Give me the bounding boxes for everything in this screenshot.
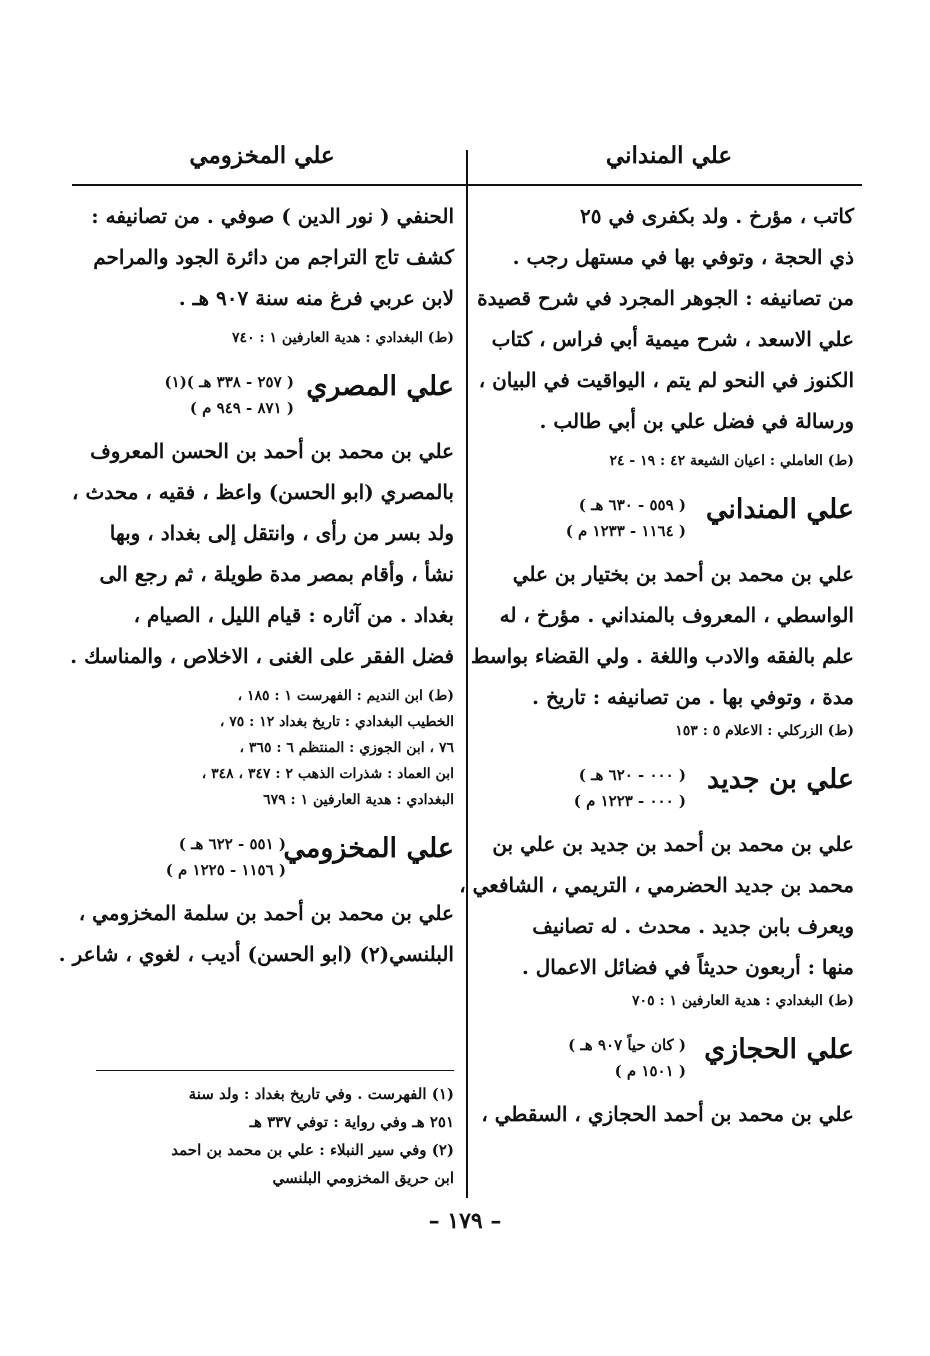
entry-name: علي المنداني	[705, 494, 854, 525]
entry-al-mandani	[470, 492, 854, 744]
body-line: الكنوز في النحو لم يتم ، اليواقيت في البيان ،	[478, 368, 854, 392]
footnote-line: (٢) وفي سير النبلاء : علي بن محمد بن احمد	[171, 1141, 454, 1159]
dates-gregorian: ( ١١٥٦ - ١٢٢٥ م )	[165, 861, 286, 879]
body-line: لابن عربي فرغ منه سنة ٩٠٧ هـ .	[178, 286, 454, 310]
continued-entry	[477, 196, 854, 474]
entry-al-makhzumi	[58, 831, 454, 975]
body-line: الواسطي ، المعروف بالمنداني . مؤرخ ، له	[499, 603, 854, 627]
body-line: علي بن محمد بن أحمد بن جديد بن علي بن	[492, 832, 854, 856]
entry-name: علي بن جديد	[707, 764, 854, 795]
footnote-rule	[96, 1070, 454, 1071]
page-number: – ١٧٩ –	[428, 1208, 502, 1234]
reference-line: البغدادي : هدية العارفين ١ : ٦٧٩	[263, 792, 454, 808]
reference-line: (ط) العاملي : اعيان الشيعة ٤٢ : ١٩ - ٢٤	[609, 453, 854, 469]
body-line: منها : أربعون حديثاً في فضائل الاعمال .	[521, 955, 854, 979]
footnotes	[92, 1080, 454, 1192]
body-line: بالمصري (ابو الحسن) واعظ ، فقيه ، محدث ،	[72, 480, 454, 504]
running-header-right: علي المنداني	[605, 142, 733, 169]
body-line: بغداد . من آثاره : قيام الليل ، الصيام ،	[133, 603, 454, 627]
body-line: البلنسي(٢) (ابو الحسن) أديب ، لغوي ، شاعر .	[58, 942, 454, 966]
body-line: كشف تاج التراجم من دائرة الجود والمراحم	[93, 245, 454, 269]
reference-line: (ط) البغدادي : هدية العارفين ١ : ٧٠٥	[632, 993, 854, 1009]
dates-gregorian: ( ٠٠٠ - ١٢٢٣ م )	[573, 792, 686, 810]
entry-heading	[92, 831, 454, 889]
running-header-left: علي المخزومي	[189, 142, 335, 169]
body-line: محمد بن جديد الحضرمي ، التريمي ، الشافعي ،	[459, 873, 854, 897]
dates-hijri: ( ٥٥٩ - ٦٣٠ هـ )	[578, 496, 686, 514]
dates-hijri: ( ٥٥١ - ٦٢٢ هـ )	[178, 835, 286, 853]
body-line: علي بن محمد بن أحمد بن الحسن المعروف	[90, 439, 454, 463]
body-line: الحنفي ( نور الدين ) صوفي . من تصانيفه :	[91, 204, 454, 228]
entry-heading	[482, 762, 854, 820]
continued-entry	[92, 196, 454, 351]
body-line: علي بن محمد بن أحمد بن بختيار بن علي	[512, 562, 854, 586]
body-line: ويعرف بابن جديد . محدث . له تصانيف	[532, 914, 854, 938]
dates-gregorian: ( ١١٦٤ - ١٢٣٣ م )	[565, 522, 686, 540]
body-line: ورسالة في فضل علي بن أبي طالب .	[539, 409, 854, 433]
reference-line: ابن العماد : شذرات الذهب ٢ : ٣٤٧ ، ٣٤٨ ،	[201, 766, 454, 782]
body-line: نشأ ، وأقام بمصر مدة طويلة ، ثم رجع الى	[99, 562, 454, 586]
entry-dates	[574, 762, 686, 814]
body-line: ذي الحجة ، وتوفي بها في مستهل رجب .	[512, 245, 854, 269]
footnote-line: (١) الفهرست . وفي تاريخ بغداد : ولد سنة	[188, 1085, 454, 1103]
right-column	[459, 196, 854, 1135]
entry-dates	[566, 492, 686, 544]
body-line: علم بالفقه والادب واللغة . ولي القضاء بواسط	[470, 644, 854, 668]
entry-ibn-jadid	[459, 762, 854, 1014]
dates-hijri: ( كان حياً ٩٠٧ هـ )	[568, 1036, 686, 1054]
body-line: علي بن محمد بن أحمد الحجازي ، السقطي ،	[481, 1102, 854, 1126]
footnote-line: ٢٥١ هـ وفي رواية : توفي ٣٣٧ هـ	[249, 1113, 454, 1131]
entry-name: علي المخزومي	[283, 833, 454, 864]
reference-line: الخطيب البغدادي : تاريخ بغداد ١٢ : ٧٥ ،	[219, 714, 454, 730]
footnote-line: ابن حريق المخزومي البلنسي	[272, 1169, 454, 1187]
reference-line: (ط) البغدادي : هدية العارفين ١ : ٧٤٠	[232, 330, 454, 346]
entry-heading	[482, 492, 854, 550]
column-divider	[466, 150, 468, 1198]
body-line: علي الاسعد ، شرح ميمية أبي فراس ، كتاب	[491, 327, 854, 351]
body-line: من تصانيفه : الجوهر المجرد في شرح قصيدة	[477, 286, 854, 310]
dates-hijri: ( ٢٥٧ - ٣٣٨ هـ )(١)	[164, 373, 294, 391]
reference-line: ٧٦ ، ابن الجوزي : المنتظم ٦ : ٣٦٥ ،	[239, 740, 454, 756]
entry-al-hijazi	[482, 1032, 854, 1135]
entry-heading	[92, 369, 454, 427]
dates-gregorian: ( ١٥٠١ م )	[614, 1062, 686, 1080]
reference-line: (ط) ابن النديم : الفهرست ١ : ١٨٥ ،	[237, 688, 454, 704]
body-line: ولد بسر من رأى ، وانتقل إلى بغداد ، وبها	[109, 521, 454, 545]
dates-gregorian: ( ٨٧١ - ٩٤٩ م )	[189, 399, 294, 417]
reference-line: (ط) الزركلي : الاعلام ٥ : ١٥٣	[675, 723, 854, 739]
entry-dates	[165, 369, 294, 421]
entry-al-masri	[70, 369, 454, 813]
body-line: مدة ، وتوفي بها . من تصانيفه : تاريخ .	[532, 685, 854, 709]
entry-heading	[482, 1032, 854, 1090]
body-line: فضل الفقر على الغنى ، الاخلاص ، والمناسك .	[70, 644, 454, 668]
body-line: علي بن محمد بن أحمد بن سلمة المخزومي ،	[78, 901, 454, 925]
entry-dates	[568, 1032, 686, 1084]
entry-dates	[166, 831, 286, 883]
entry-name: علي المصري	[306, 371, 454, 402]
entry-name: علي الحجازي	[704, 1034, 854, 1065]
dates-hijri: ( ٠٠٠ - ٦٢٠ هـ )	[578, 766, 686, 784]
left-column	[58, 196, 454, 975]
body-line: كاتب ، مؤرخ . ولد بكفرى في ٢٥	[580, 204, 854, 228]
